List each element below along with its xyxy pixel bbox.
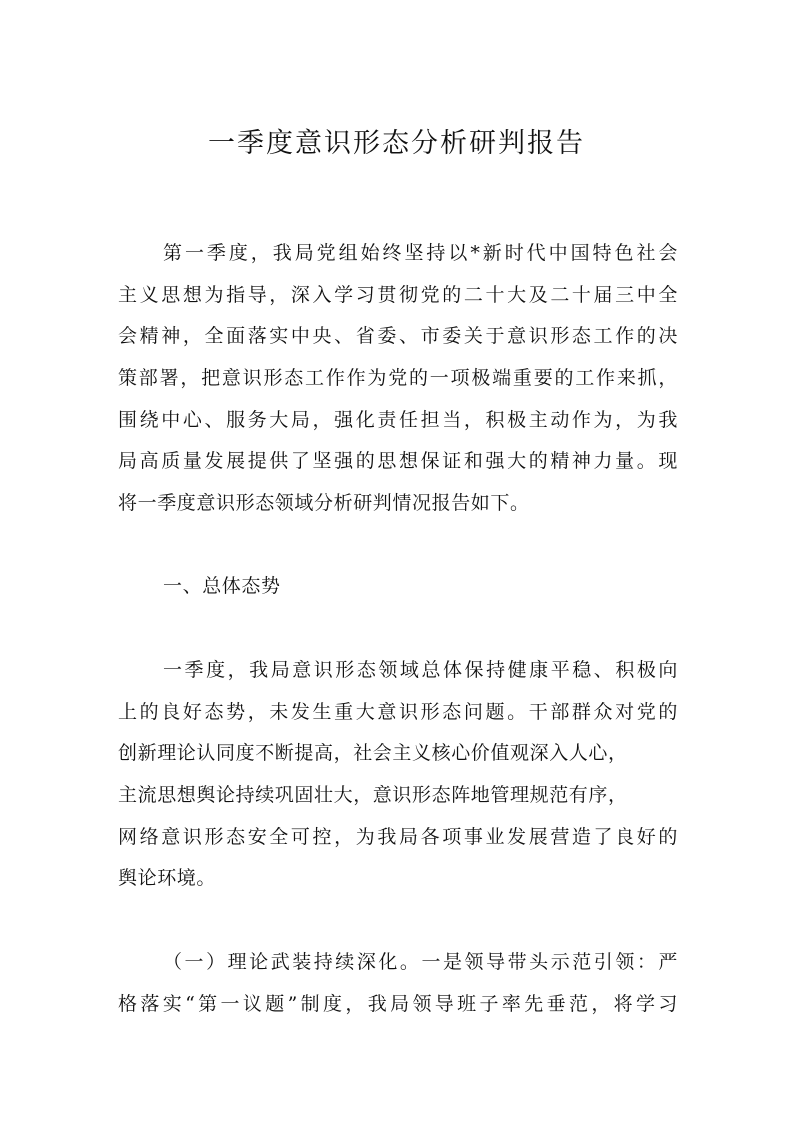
paragraph-line: 将一季度意识形态领域分析研判情况报告如下。 xyxy=(118,492,530,515)
section-heading xyxy=(118,566,678,608)
paragraph-line: 局高质量发展提供了坚强的思想保证和强大的精神力量。现 xyxy=(118,450,678,473)
paragraph-line: 策部署，把意识形态工作作为党的一项极端重要的工作来抓， xyxy=(118,367,678,390)
paragraph-line: 第一季度，我局党组始终坚持以*新时代中国特色社会 xyxy=(163,242,678,264)
paragraph-line: 网络意识形态安全可控，为我局各项事业发展营造了良好的 xyxy=(118,825,678,848)
paragraph-line: 一季度，我局意识形态领域总体保持健康平稳、积极向 xyxy=(163,659,678,681)
overview-paragraph xyxy=(118,650,678,900)
document-title: 一季度意识形态分析研判报告 xyxy=(208,128,585,159)
paragraph-line: 舆论环境。 xyxy=(118,867,217,890)
paragraph-line: 格落实“第一议题”制度，我局领导班子率先垂范，将学习 xyxy=(118,992,678,1015)
intro-paragraph xyxy=(118,233,678,525)
subsection-paragraph xyxy=(118,942,678,1025)
paragraph-line: 上的良好态势，未发生重大意识形态问题。干部群众对党的 xyxy=(118,700,678,723)
paragraph-line: 围绕中心、服务大局，强化责任担当，积极主动作为，为我 xyxy=(118,408,678,431)
paragraph-line: （一）理论武装持续深化。一是领导带头示范引领：严 xyxy=(163,951,678,973)
paragraph-line: 主流思想舆论持续巩固壮大，意识形态阵地管理规范有序， xyxy=(118,784,628,807)
paragraph-line: 主义思想为指导，深入学习贯彻党的二十大及二十届三中全 xyxy=(118,283,678,306)
paragraph-line: 会精神，全面落实中央、省委、市委关于意识形态工作的决 xyxy=(118,325,678,348)
section-heading-text: 一、总体态势 xyxy=(163,575,281,597)
paragraph-line: 创新理论认同度不断提高，社会主义核心价值观深入人心， xyxy=(118,742,628,765)
